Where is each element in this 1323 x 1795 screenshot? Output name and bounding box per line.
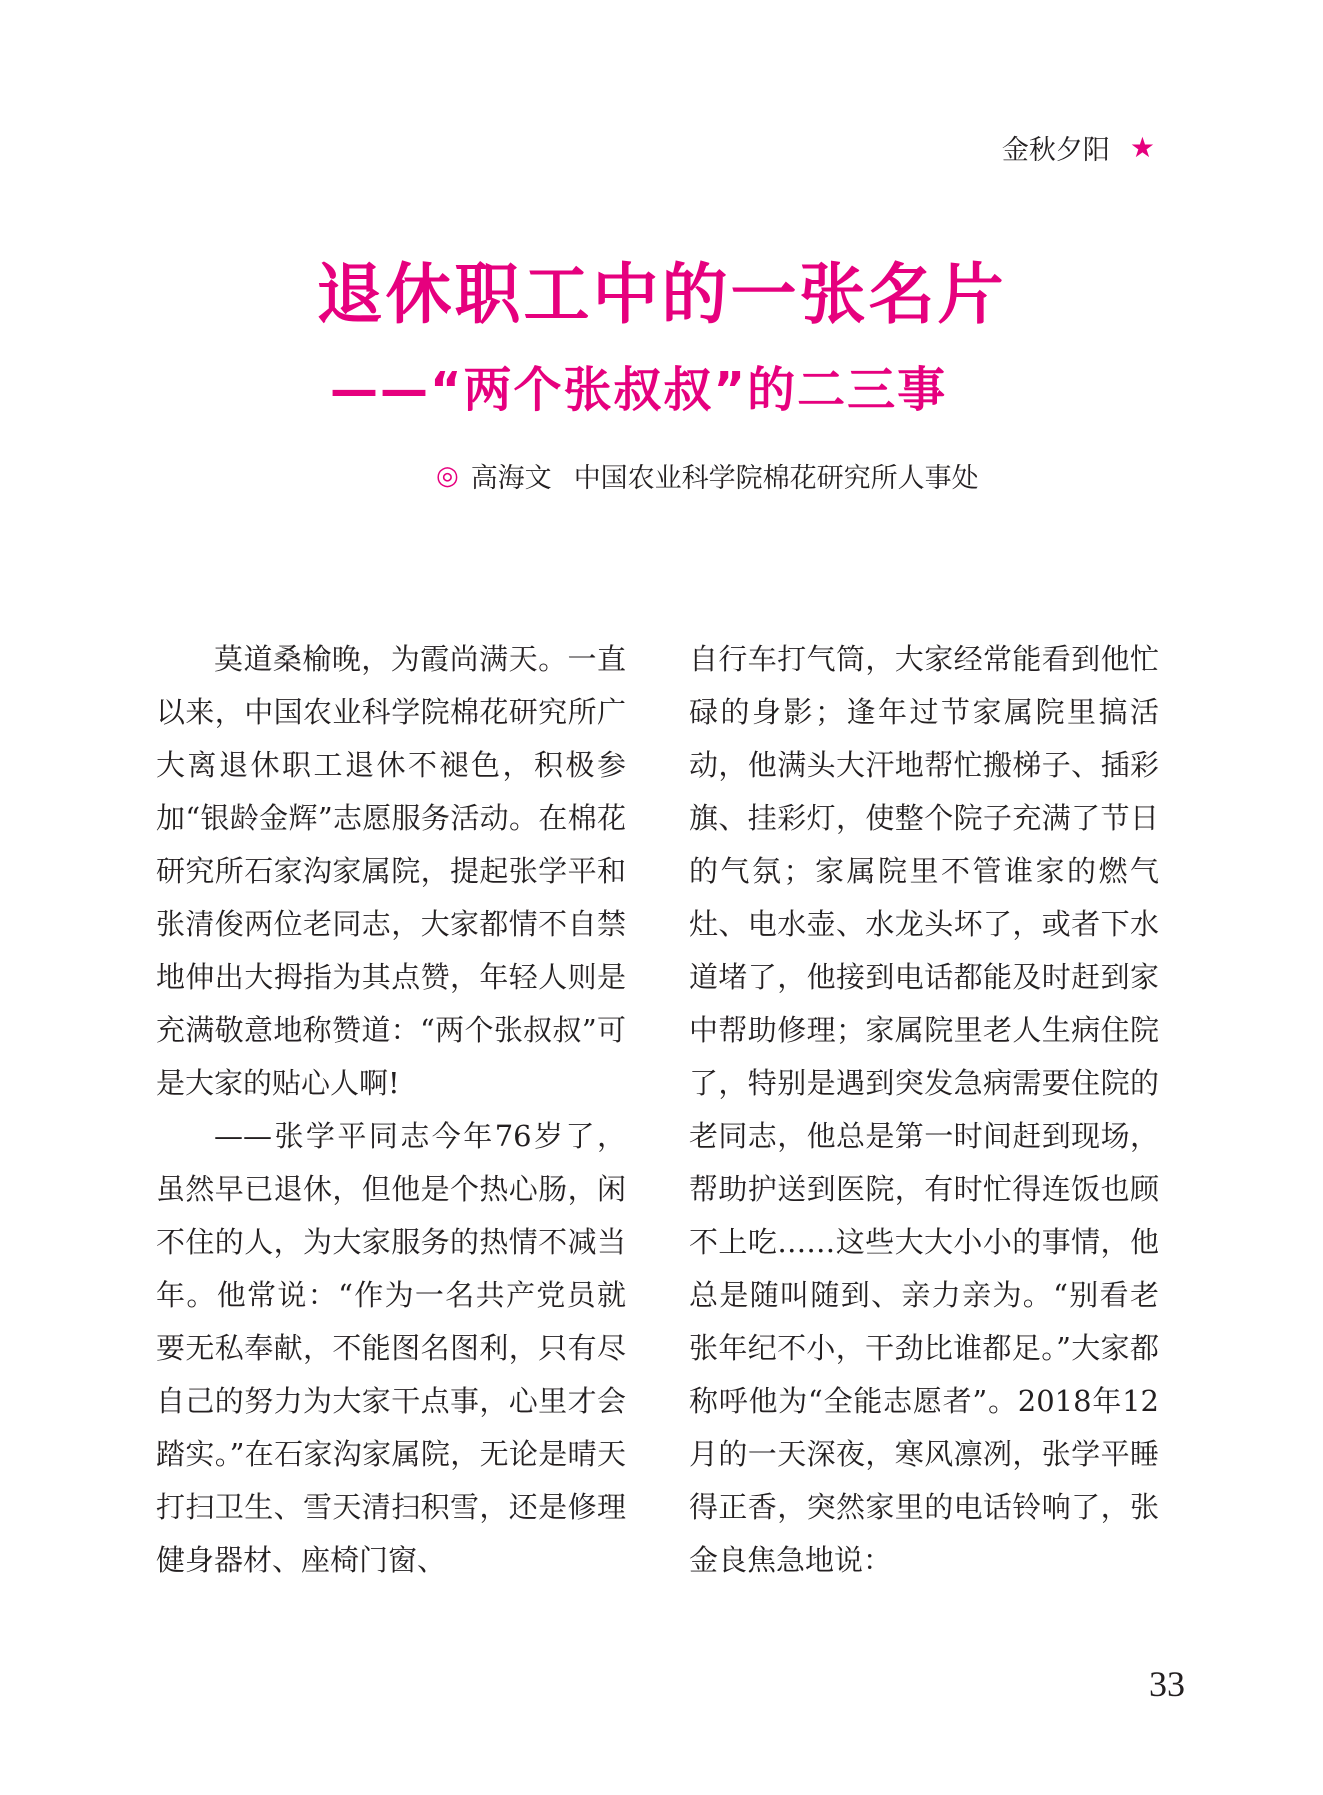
author-affiliation: 中国农业科学院棉花研究所人事处 (573, 463, 979, 494)
body-column-right (689, 633, 1159, 1587)
body-column-left (156, 633, 626, 1587)
circle-mark-icon: ◎ (436, 460, 459, 491)
article-title: 退休职工中的一张名片 (316, 256, 1007, 333)
section-header (1002, 128, 1155, 167)
section-name: 金秋夕阳 (1001, 135, 1110, 166)
author-name: 高海文 (470, 463, 552, 494)
page-number: 33 (1149, 1664, 1185, 1704)
article-subtitle: ——“两个张叔叔”的二三事 (330, 362, 948, 418)
paragraph: 莫道桑榆晚，为霞尚满天。一直以来，中国农业科学院棉花研究所广大离退休职工退休不褪色，积极参加“银龄金辉”志愿服务活动。在棉花研究所石家沟家属院，提起张学平和张清俊两位老同志，大家都情不自禁地伸出大拇指为其点赞，年轻人则是充满敬意地称赞道：“两个张叔叔”可是大家的贴心人啊! (156, 642, 626, 1100)
star-icon: ★ (1129, 131, 1155, 164)
paragraph: ——张学平同志今年76岁了，虽然早已退休，但他是个热心肠，闲不住的人，为大家服务的热情不减当年。他常说：“作为一名共产党员就要无私奉献，不能图名图利，只有尽自己的努力为大家干点事，心里才会踏实。”在石家沟家属院，无论是晴天打扫卫生、雪天清扫积雪，还是修理健身器材、座椅门窗、 (156, 1119, 626, 1577)
byline (436, 456, 979, 495)
paragraph: 自行车打气筒，大家经常能看到他忙碌的身影；逢年过节家属院里搞活动，他满头大汗地帮忙搬梯子、插彩旗、挂彩灯，使整个院子充满了节日的气氛；家属院里不管谁家的燃气灶、电水壶、水龙头坏了，或者下水道堵了，他接到电话都能及时赶到家中帮助修理；家属院里老人生病住院了，特别是遇到突发急病需要住院的老同志，他总是第一时间赶到现场，帮助护送到医院，有时忙得连饭也顾不上吃……这些大大小小的事情，他总是随叫随到、亲力亲为。“别看老张年纪不小，干劲比谁都足。”大家都称呼他为“全能志愿者”。2018年12月的一天深夜，寒风凛冽，张学平睡得正香，突然家里的电话铃响了，张金良焦急地说： (689, 642, 1159, 1577)
